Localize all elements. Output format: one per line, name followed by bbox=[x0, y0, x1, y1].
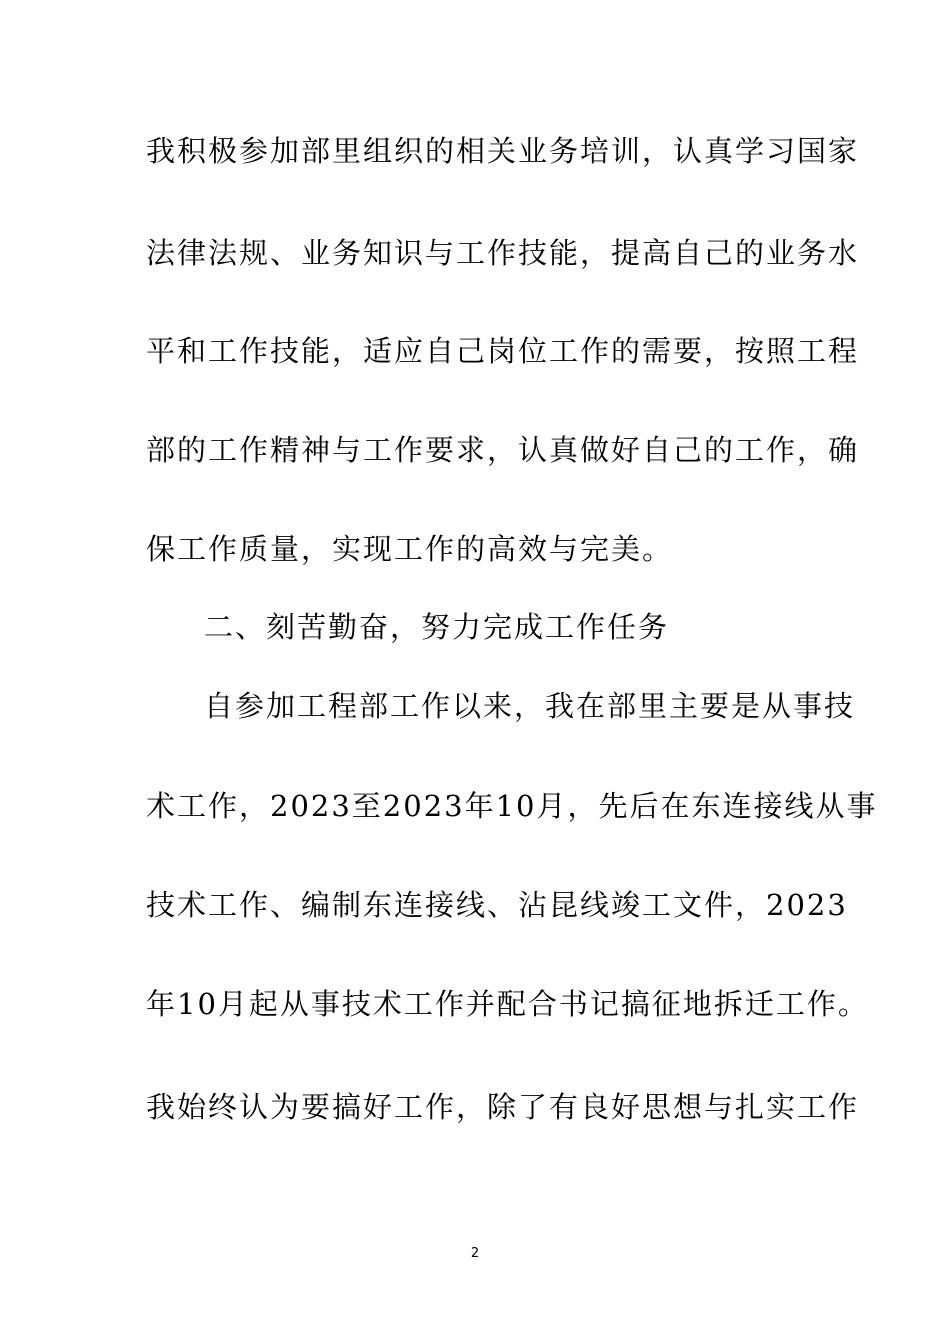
paragraph-line: 我始终认为要搞好工作，除了有良好思想与扎实工作 bbox=[146, 1090, 860, 1124]
paragraph-line: 技术工作、编制东连接线、沾昆线竣工文件，2023 bbox=[146, 888, 848, 922]
paragraph-line: 平和工作技能，适应自己岗位工作的需要，按照工程 bbox=[146, 334, 860, 368]
paragraph-line: 自参加工程部工作以来，我在部里主要是从事技 bbox=[204, 689, 856, 723]
paragraph-line: 年10月起从事技术工作并配合书记搞征地拆迁工作。 bbox=[146, 987, 869, 1021]
paragraph-line: 部的工作精神与工作要求，认真做好自己的工作，确 bbox=[146, 433, 860, 467]
paragraph-line: 保工作质量，实现工作的高效与完美。 bbox=[146, 532, 674, 566]
paragraph-line: 术工作，2023至2023年10月，先后在东连接线从事 bbox=[146, 789, 878, 823]
paragraph-line: 我积极参加部里组织的相关业务培训，认真学习国家 bbox=[146, 134, 860, 168]
page-number: 2 bbox=[470, 1246, 480, 1261]
paragraph-line: 法律法规、业务知识与工作技能，提高自己的业务水 bbox=[146, 236, 860, 270]
section-heading: 二、刻苦勤奋，努力完成工作任务 bbox=[204, 610, 670, 644]
